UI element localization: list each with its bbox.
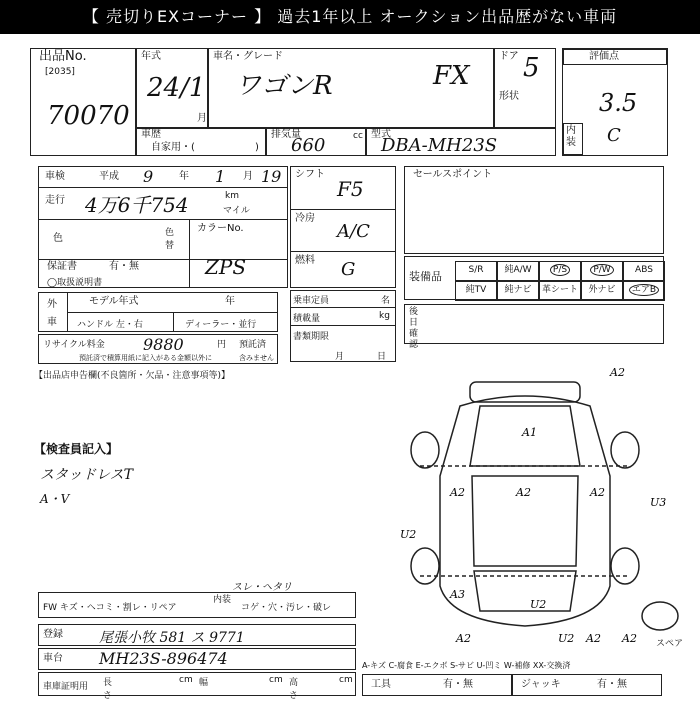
- chassis-row: [38, 648, 356, 670]
- equipment-item-label: P/W: [590, 264, 613, 276]
- doors-box: [494, 48, 556, 128]
- warranty-value: 有・無: [109, 261, 139, 272]
- cert-row: [38, 672, 356, 701]
- mile-label: マイル: [223, 206, 250, 216]
- damage-mark: A2: [450, 486, 465, 499]
- recycle-box: [38, 334, 278, 364]
- interior-row: コゲ・穴・汚レ・破レ: [241, 603, 332, 613]
- docs-unit: 月: [335, 352, 345, 362]
- cert-length: 長さ: [103, 678, 113, 701]
- damage-diagram: [400, 366, 690, 648]
- damage-mark: A2: [610, 366, 625, 379]
- equipment-item: [455, 281, 497, 301]
- recycle-unit: 円: [217, 340, 227, 350]
- name-label: 車名・グレード: [213, 51, 283, 62]
- damage-mark: A2: [622, 632, 637, 645]
- capacity-label: 乗車定員: [293, 296, 330, 306]
- inspector-note1: スタッドレスT: [40, 467, 133, 483]
- displacement-unit: cc: [353, 131, 363, 141]
- year-label: 年式: [141, 51, 161, 62]
- history-box: [136, 128, 266, 156]
- reg-label: 登録: [43, 629, 63, 640]
- inspector-note2: A・V: [40, 492, 70, 506]
- model-label: 型式: [371, 129, 391, 140]
- external-label: 外車: [47, 299, 57, 328]
- shift-value: F5: [337, 177, 364, 201]
- equipment-item-label: 純A/W: [504, 265, 532, 275]
- chassis-value: MH23S-896474: [99, 649, 228, 668]
- seller-note-label: 【出品店申告欄(不良箇所・欠品・注意事項等)】: [34, 371, 231, 381]
- doors-value: 5: [523, 53, 540, 83]
- interior-value: C: [607, 125, 621, 146]
- score-label: 評価点: [589, 51, 619, 62]
- month-unit2: 月: [243, 171, 253, 182]
- equipment-item-label: P/S: [550, 264, 570, 276]
- equipment-item-label: 純TV: [465, 285, 487, 295]
- jack-label: ジャッキ: [521, 679, 561, 690]
- recycle-value: 9880: [143, 335, 184, 354]
- cert-unit-1: cm: [179, 675, 193, 685]
- equipment-item-label: エアB: [629, 284, 659, 296]
- equipment-item-label: ABS: [635, 265, 653, 275]
- equipment-item: [497, 281, 539, 301]
- dealer-label: ディーラー・並行: [185, 320, 257, 330]
- colorno-value: ZPS: [205, 255, 247, 279]
- damage-mark: A3: [450, 588, 465, 601]
- mileage-label: 走行: [45, 195, 65, 206]
- equipment-item-label: 革シート: [541, 285, 578, 295]
- damage-mark: A2: [590, 486, 605, 499]
- load-label: 積載量: [293, 314, 321, 324]
- fw-text: FW キズ・ヘコミ・割レ・リペア: [43, 603, 177, 613]
- cert-label: 車庫証明用: [43, 682, 89, 692]
- year-value: 24/1: [147, 73, 206, 103]
- tools-box: [362, 674, 512, 696]
- lot-number-box: [30, 48, 136, 156]
- recycle-note2: 含みません: [239, 354, 274, 362]
- reg-value: 尾張小牧 581 ス 9771: [99, 630, 245, 646]
- shift-label: シフト: [295, 169, 325, 180]
- external-car-box: [38, 292, 278, 332]
- equipment-item-label: S/R: [468, 265, 484, 275]
- capacity-box: [290, 290, 396, 362]
- sheet-header: 【 売切りEXコーナー 】 過去1年以上 オークション出品歴がない車両: [0, 0, 700, 34]
- damage-mark: U2: [530, 598, 547, 611]
- doors-label: ドア: [499, 51, 519, 62]
- car-name: ワゴンR: [235, 71, 333, 101]
- lot-label: 出品No.: [39, 49, 87, 64]
- damage-mark: U3: [650, 496, 667, 509]
- docs-label: 書類期限: [293, 332, 330, 342]
- shaken-year: 9: [143, 167, 154, 186]
- registration-row: [38, 624, 356, 646]
- year-unit: 年: [179, 171, 189, 182]
- cert-unit-3: cm: [339, 675, 353, 685]
- handle-label: ハンドル 左・右: [77, 320, 143, 330]
- equipment-label: 装備品: [409, 270, 442, 283]
- damage-mark-center: A2: [516, 486, 531, 499]
- jack-box: [512, 674, 662, 696]
- rear-label: 後日確認: [409, 307, 419, 350]
- equipment-item: [623, 261, 665, 281]
- spare-label: スペア: [656, 639, 684, 649]
- shift-box: [290, 166, 396, 288]
- damage-mark: A2: [456, 632, 471, 645]
- vehicle-details: [38, 166, 288, 288]
- capacity-unit: 名: [381, 296, 391, 306]
- year-box: [136, 48, 208, 128]
- displacement-label: 排気量: [271, 129, 301, 140]
- equipment-item: [623, 281, 665, 301]
- colorno-label: カラーNo.: [197, 223, 244, 234]
- manual-label: ◯取扱説明書: [47, 278, 103, 288]
- cert-height: 高さ: [289, 678, 299, 701]
- grade: FX: [433, 61, 470, 91]
- sales-point-label: セールスポイント: [413, 169, 493, 180]
- interior-label: 内装: [566, 125, 576, 148]
- history-close: ): [255, 142, 259, 153]
- model-value: DBA-MH23S: [381, 135, 498, 156]
- equipment-item: [539, 261, 581, 281]
- month-unit: 月: [197, 113, 207, 124]
- chassis-label: 車台: [43, 653, 63, 664]
- ac-label: 冷房: [295, 213, 315, 224]
- shaken-month: 1: [215, 167, 226, 186]
- color-label: 色: [53, 233, 63, 244]
- warranty-label: 保証書: [47, 261, 77, 272]
- car-name-box: [208, 48, 494, 128]
- ac-value: A/C: [337, 221, 370, 242]
- equipment-item: [539, 281, 581, 301]
- model-box: [366, 128, 556, 156]
- shaken-era: 平成: [99, 171, 119, 182]
- cert-width: 幅: [199, 678, 209, 688]
- equipment-box: [404, 256, 664, 300]
- recycle-note: 預託済で積算用紙に記入がある金額以外に: [79, 354, 212, 362]
- tools-value: 有・無: [443, 679, 473, 690]
- recycle-label: リサイクル料金: [43, 340, 105, 350]
- damage-mark: A1: [522, 426, 537, 439]
- damage-mark: A2: [586, 632, 601, 645]
- recycle-status: 預託済: [239, 340, 267, 350]
- damage-mark: U2: [558, 632, 575, 645]
- cert-unit-2: cm: [269, 675, 283, 685]
- fuel-label: 燃料: [295, 255, 315, 266]
- interior-note: スレ・ヘタリ: [232, 582, 292, 593]
- shaken-label: 車検: [45, 171, 65, 182]
- km-label: km: [225, 191, 239, 201]
- tools-label: 工具: [371, 679, 391, 690]
- shaken-day: 19: [261, 167, 282, 186]
- damage-mark: U2: [400, 528, 417, 541]
- lot-number: 70070: [47, 101, 130, 131]
- docs-unit2: 日: [377, 352, 387, 362]
- fw-row: [38, 592, 356, 618]
- displacement-box: [266, 128, 366, 156]
- rear-check-box: [404, 304, 664, 350]
- equipment-item: [581, 281, 623, 301]
- equipment-item-label: 外ナビ: [588, 285, 616, 295]
- score-value: 3.5: [599, 89, 638, 117]
- equipment-item: [497, 261, 539, 281]
- displacement-value: 660: [291, 135, 326, 156]
- equipment-item: [455, 261, 497, 281]
- model-year-unit: 年: [225, 296, 235, 307]
- history-label: 車歴: [141, 129, 161, 140]
- history-value: 自家用・(: [151, 142, 195, 153]
- score-box: [562, 48, 668, 156]
- inspector-label: 【検査員記入】: [34, 442, 119, 456]
- equipment-item: [581, 261, 623, 281]
- shape-label: 形状: [499, 91, 519, 102]
- mileage-value: 4万6千754: [85, 193, 189, 217]
- legend: A-キズ C-腐食 E-エクボ S-サビ U-凹ミ W-補修 XX-交換済: [362, 661, 571, 670]
- interior-row-label: 内装: [213, 595, 232, 605]
- equipment-item-label: 純ナビ: [504, 285, 532, 295]
- jack-value: 有・無: [597, 679, 627, 690]
- model-year-label: モデル年式: [89, 296, 139, 307]
- load-unit: kg: [379, 311, 390, 321]
- color-change-label: 色替: [165, 228, 175, 251]
- sales-point-box: [404, 166, 664, 254]
- lot-sub: [2035]: [45, 67, 75, 77]
- fuel-value: G: [341, 259, 356, 280]
